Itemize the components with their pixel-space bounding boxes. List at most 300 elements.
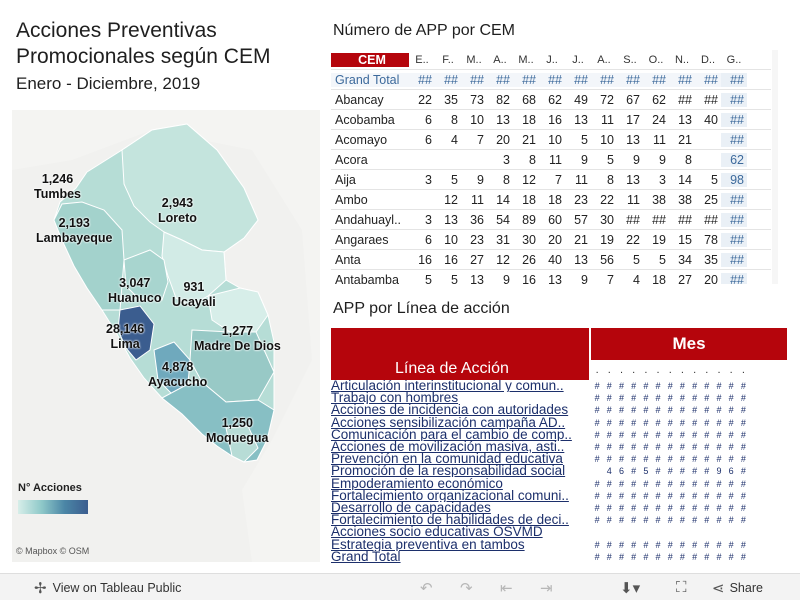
loa-cell[interactable] <box>591 466 603 476</box>
cem-cell[interactable]: 30 <box>600 212 614 227</box>
cem-cell[interactable]: 16 <box>548 112 562 127</box>
loa-cell[interactable]: # <box>606 478 612 489</box>
loa-cell[interactable]: # <box>716 417 722 428</box>
loa-cell[interactable]: # <box>679 502 685 513</box>
loa-cell[interactable]: # <box>667 417 673 428</box>
loa-cell[interactable]: # <box>606 539 612 550</box>
loa-column-header[interactable] <box>331 328 589 380</box>
loa-cell[interactable]: # <box>655 551 661 562</box>
loa-cell[interactable]: # <box>618 539 624 550</box>
loa-cell[interactable]: # <box>631 515 637 526</box>
month-subheader[interactable]: . <box>717 364 721 376</box>
loa-cell[interactable]: # <box>692 417 698 428</box>
cem-cell[interactable]: 23 <box>574 192 588 207</box>
cem-cell[interactable]: 10 <box>444 232 458 247</box>
loa-cell[interactable]: # <box>667 551 673 562</box>
cem-cell[interactable]: 24 <box>652 112 666 127</box>
loa-cell[interactable]: # <box>679 478 685 489</box>
loa-table-row[interactable] <box>331 478 787 490</box>
loa-cell[interactable]: # <box>728 393 734 404</box>
peru-map[interactable] <box>12 110 320 562</box>
cem-cell[interactable]: 8 <box>607 172 614 187</box>
loa-cell[interactable]: # <box>655 466 661 477</box>
cem-table-row[interactable] <box>331 90 771 110</box>
cem-cell[interactable]: 6 <box>425 232 432 247</box>
cem-cell[interactable]: 13 <box>574 112 588 127</box>
cem-cell[interactable]: 40 <box>704 112 718 127</box>
cem-cell[interactable]: 9 <box>659 152 666 167</box>
cem-cell[interactable]: 21 <box>678 132 692 147</box>
cem-cell[interactable]: 9 <box>581 152 588 167</box>
loa-cell[interactable]: # <box>692 381 698 392</box>
loa-cell[interactable]: # <box>618 442 624 453</box>
loa-cell[interactable]: # <box>594 417 600 428</box>
fullscreen-button[interactable] <box>676 574 687 600</box>
loa-cell[interactable]: 6 <box>728 466 734 477</box>
cem-total-cell[interactable]: ## <box>721 193 747 207</box>
loa-cell[interactable]: # <box>655 454 661 465</box>
loa-cell[interactable]: # <box>631 393 637 404</box>
cem-cell[interactable]: 4 <box>451 132 458 147</box>
download-button[interactable] <box>620 574 640 600</box>
cem-cell[interactable]: 49 <box>574 92 588 107</box>
loa-cell[interactable]: # <box>740 429 746 440</box>
loa-cell[interactable]: # <box>704 551 710 562</box>
cem-cell[interactable]: 18 <box>548 192 562 207</box>
loa-cell[interactable]: # <box>631 429 637 440</box>
cem-cell[interactable]: 9 <box>633 152 640 167</box>
cem-cell[interactable]: 9 <box>503 272 510 284</box>
cem-cell[interactable]: 5 <box>451 172 458 187</box>
month-subheader[interactable]: . <box>680 364 684 376</box>
loa-cell[interactable]: # <box>631 539 637 550</box>
cem-cell[interactable]: 12 <box>522 172 536 187</box>
cem-table[interactable] <box>331 50 771 284</box>
loa-cell[interactable]: # <box>618 502 624 513</box>
cem-cell[interactable]: 27 <box>678 272 692 284</box>
cem-cell[interactable]: 62 <box>548 92 562 107</box>
loa-cell[interactable]: # <box>594 393 600 404</box>
loa-cell[interactable]: # <box>740 515 746 526</box>
loa-table-row[interactable] <box>331 429 787 441</box>
cem-table-row[interactable] <box>331 250 771 270</box>
loa-cell[interactable]: # <box>740 393 746 404</box>
cem-cell[interactable]: 10 <box>548 132 562 147</box>
loa-cell[interactable]: # <box>618 454 624 465</box>
loa-cell[interactable]: # <box>716 454 722 465</box>
cem-cell[interactable]: 5 <box>607 152 614 167</box>
loa-table-row[interactable] <box>331 490 787 502</box>
cem-cell[interactable]: 5 <box>711 172 718 187</box>
loa-cell[interactable]: # <box>704 539 710 550</box>
loa-cell[interactable]: # <box>728 502 734 513</box>
cem-table-scrollbar[interactable] <box>772 50 778 284</box>
cem-cell[interactable]: 7 <box>555 172 562 187</box>
cem-cell[interactable]: 10 <box>470 112 484 127</box>
month-subheader[interactable]: . <box>632 364 636 376</box>
loa-cell[interactable]: # <box>704 429 710 440</box>
loa-cell[interactable]: # <box>643 515 649 526</box>
loa-cell[interactable]: # <box>606 502 612 513</box>
loa-cell[interactable]: # <box>728 454 734 465</box>
loa-cell[interactable]: 5 <box>643 466 649 477</box>
loa-cell[interactable]: # <box>618 551 624 562</box>
cem-cell[interactable]: ## <box>678 212 692 227</box>
cem-cell[interactable]: 34 <box>678 252 692 267</box>
cem-cell[interactable]: 30 <box>522 232 536 247</box>
loa-cell[interactable]: # <box>692 490 698 501</box>
redo-button[interactable] <box>460 574 473 600</box>
loa-cell[interactable]: # <box>667 515 673 526</box>
loa-cell[interactable]: # <box>655 490 661 501</box>
loa-cell[interactable]: # <box>667 478 673 489</box>
cem-cell[interactable]: 15 <box>678 232 692 247</box>
cem-month-header[interactable]: D.. <box>700 53 716 66</box>
loa-cell[interactable]: # <box>606 454 612 465</box>
loa-cell[interactable]: # <box>631 478 637 489</box>
cem-cell[interactable]: 13 <box>548 272 562 284</box>
cem-cell[interactable]: ## <box>652 212 666 227</box>
loa-cell[interactable]: # <box>704 502 710 513</box>
cem-cell[interactable]: 5 <box>451 272 458 284</box>
loa-cell[interactable]: # <box>631 502 637 513</box>
cem-cell[interactable]: 62 <box>652 92 666 107</box>
cem-cell[interactable]: 20 <box>548 232 562 247</box>
cem-cell[interactable]: 25 <box>704 192 718 207</box>
cem-total-cell[interactable]: ## <box>721 73 747 87</box>
loa-cell[interactable]: # <box>716 539 722 550</box>
loa-cell[interactable]: 4 <box>606 466 612 477</box>
loa-table-row[interactable] <box>331 514 787 526</box>
loa-cell[interactable]: # <box>606 442 612 453</box>
cem-cell[interactable]: 10 <box>600 132 614 147</box>
loa-cell[interactable]: # <box>618 490 624 501</box>
loa-cell[interactable]: # <box>618 429 624 440</box>
cem-cell[interactable]: 5 <box>581 132 588 147</box>
cem-cell[interactable]: 3 <box>425 212 432 227</box>
loa-cell[interactable]: # <box>655 539 661 550</box>
cem-cell[interactable]: 20 <box>704 272 718 284</box>
cem-table-row[interactable] <box>331 270 771 284</box>
loa-cell[interactable]: # <box>631 442 637 453</box>
loa-cell[interactable]: # <box>692 405 698 416</box>
loa-cell[interactable]: # <box>679 490 685 501</box>
loa-cell[interactable]: # <box>594 429 600 440</box>
loa-table-row[interactable] <box>331 526 787 538</box>
cem-cell[interactable]: 67 <box>626 92 640 107</box>
month-subheader[interactable]: . <box>741 364 745 376</box>
cem-month-header[interactable]: E.. <box>415 53 429 66</box>
loa-cell[interactable]: # <box>655 429 661 440</box>
loa-cell[interactable]: # <box>594 454 600 465</box>
loa-cell[interactable]: # <box>704 466 710 477</box>
share-button[interactable] <box>712 574 763 600</box>
cem-cell[interactable]: 19 <box>652 232 666 247</box>
cem-cell[interactable]: 73 <box>470 92 484 107</box>
cem-cell[interactable]: ## <box>435 73 461 87</box>
loa-cell[interactable]: # <box>667 405 673 416</box>
cem-cell[interactable]: 16 <box>418 252 432 267</box>
cem-table-row[interactable] <box>331 150 771 170</box>
loa-cell[interactable]: # <box>692 429 698 440</box>
loa-cell[interactable]: # <box>643 502 649 513</box>
mes-header[interactable]: Mes <box>591 328 787 360</box>
cem-table-row[interactable] <box>331 170 771 190</box>
loa-cell[interactable]: # <box>704 515 710 526</box>
cem-cell[interactable]: 6 <box>425 132 432 147</box>
cem-cell[interactable]: 8 <box>529 152 536 167</box>
cem-cell[interactable]: 5 <box>633 252 640 267</box>
loa-cell[interactable]: # <box>643 429 649 440</box>
cem-cell[interactable]: ## <box>409 73 435 87</box>
cem-cell[interactable]: 13 <box>626 172 640 187</box>
loa-cell[interactable]: # <box>679 454 685 465</box>
loa-cell[interactable]: # <box>667 454 673 465</box>
loa-cell[interactable]: # <box>740 442 746 453</box>
cem-cell[interactable]: 11 <box>627 192 640 207</box>
cem-cell[interactable]: 3 <box>503 152 510 167</box>
loa-cell[interactable]: # <box>704 417 710 428</box>
cem-cell[interactable]: 5 <box>659 252 666 267</box>
cem-total-cell[interactable]: ## <box>721 213 747 227</box>
cem-cell[interactable]: 22 <box>626 232 640 247</box>
cem-month-header[interactable]: J.. <box>546 53 558 66</box>
cem-cell[interactable]: 22 <box>418 92 432 107</box>
cem-cell[interactable]: ## <box>704 212 718 227</box>
loa-cell[interactable]: # <box>692 515 698 526</box>
loa-table-row[interactable] <box>331 551 787 563</box>
cem-cell[interactable]: 11 <box>575 172 588 187</box>
loa-cell[interactable]: # <box>679 381 685 392</box>
cem-cell[interactable]: 11 <box>471 192 484 207</box>
loa-cell[interactable]: # <box>692 442 698 453</box>
loa-cell[interactable]: # <box>740 417 746 428</box>
month-subheader[interactable]: . <box>729 364 733 376</box>
cem-month-header[interactable]: O.. <box>648 53 664 66</box>
cem-cell[interactable]: 17 <box>626 112 640 127</box>
cem-cell[interactable]: ## <box>704 92 718 107</box>
view-on-tableau-link[interactable] <box>34 574 181 600</box>
cem-table-row[interactable] <box>331 210 771 230</box>
loa-cell[interactable]: # <box>655 478 661 489</box>
loa-cell[interactable]: # <box>631 405 637 416</box>
loa-cell[interactable]: # <box>594 490 600 501</box>
loa-cell[interactable]: # <box>728 417 734 428</box>
month-subheader[interactable]: . <box>656 364 660 376</box>
cem-total-cell[interactable]: ## <box>721 113 747 127</box>
loa-cell[interactable]: # <box>631 490 637 501</box>
loa-cell[interactable]: # <box>740 539 746 550</box>
cem-cell[interactable]: 3 <box>659 172 666 187</box>
loa-cell[interactable]: # <box>655 502 661 513</box>
loa-cell[interactable]: # <box>643 417 649 428</box>
cem-cell[interactable]: 16 <box>522 272 536 284</box>
loa-cell[interactable]: # <box>594 405 600 416</box>
loa-cell[interactable]: # <box>618 478 624 489</box>
cem-cell[interactable]: 60 <box>548 212 562 227</box>
loa-cell[interactable]: # <box>594 478 600 489</box>
cem-cell[interactable]: 13 <box>574 252 588 267</box>
month-subheader[interactable]: . <box>619 364 623 376</box>
loa-cell[interactable]: # <box>728 551 734 562</box>
cem-cell[interactable]: 11 <box>601 112 614 127</box>
cem-cell[interactable]: 40 <box>548 252 562 267</box>
loa-cell[interactable]: # <box>716 442 722 453</box>
cem-total-header[interactable]: G.. <box>726 53 742 66</box>
cem-cell[interactable]: 9 <box>477 172 484 187</box>
cem-cell[interactable]: 56 <box>600 252 614 267</box>
loa-table-row[interactable] <box>331 417 787 429</box>
loa-cell[interactable]: # <box>618 515 624 526</box>
loa-cell[interactable]: # <box>667 429 673 440</box>
loa-cell[interactable]: # <box>594 442 600 453</box>
loa-cell[interactable]: # <box>667 466 673 477</box>
loa-cell[interactable]: # <box>667 381 673 392</box>
loa-cell[interactable]: # <box>740 551 746 562</box>
cem-table-row[interactable] <box>331 230 771 250</box>
loa-cell[interactable]: # <box>643 478 649 489</box>
cem-cell[interactable]: 13 <box>678 112 692 127</box>
loa-table-row[interactable] <box>331 441 787 453</box>
loa-cell[interactable]: # <box>667 502 673 513</box>
cem-cell[interactable]: 38 <box>652 192 666 207</box>
loa-cell[interactable]: # <box>655 405 661 416</box>
loa-cell[interactable]: # <box>606 429 612 440</box>
cem-cell[interactable]: 11 <box>653 132 666 147</box>
loa-cell[interactable]: # <box>692 454 698 465</box>
cem-month-header[interactable]: A.. <box>597 53 611 66</box>
month-subheader[interactable]: . <box>607 364 611 376</box>
cem-cell[interactable]: 8 <box>685 152 692 167</box>
loa-cell[interactable]: # <box>606 490 612 501</box>
loa-cell[interactable]: # <box>740 490 746 501</box>
cem-cell[interactable]: ## <box>461 73 487 87</box>
loa-cell[interactable]: # <box>704 454 710 465</box>
cem-cell[interactable]: 18 <box>522 192 536 207</box>
cem-total-cell[interactable]: 98 <box>721 173 747 187</box>
loa-cell[interactable]: # <box>643 454 649 465</box>
revert-button[interactable] <box>500 574 513 600</box>
cem-cell[interactable]: 7 <box>477 132 484 147</box>
loa-cell[interactable]: # <box>704 490 710 501</box>
cem-cell[interactable]: 38 <box>678 192 692 207</box>
cem-column-header[interactable]: CEM <box>331 53 409 67</box>
loa-cell[interactable]: # <box>692 478 698 489</box>
loa-cell[interactable]: # <box>704 393 710 404</box>
month-subheader[interactable]: . <box>644 364 648 376</box>
cem-cell[interactable]: 20 <box>496 132 510 147</box>
cem-cell[interactable]: 82 <box>496 92 510 107</box>
cem-cell[interactable]: 68 <box>522 92 536 107</box>
loa-cell[interactable]: # <box>631 417 637 428</box>
cem-cell[interactable]: 18 <box>652 272 666 284</box>
loa-cell[interactable]: # <box>679 417 685 428</box>
loa-table-body[interactable] <box>331 380 787 563</box>
loa-cell[interactable]: # <box>728 442 734 453</box>
loa-cell[interactable]: # <box>594 502 600 513</box>
loa-cell[interactable]: # <box>740 466 746 477</box>
loa-cell[interactable]: # <box>716 381 722 392</box>
cem-cell[interactable]: 8 <box>451 112 458 127</box>
cem-cell[interactable]: ## <box>565 73 591 87</box>
loa-cell[interactable]: # <box>692 539 698 550</box>
cem-cell[interactable]: ## <box>487 73 513 87</box>
cem-total-cell[interactable]: ## <box>721 253 747 267</box>
cem-cell[interactable]: 21 <box>574 232 588 247</box>
cem-cell[interactable]: 11 <box>549 152 562 167</box>
cem-cell[interactable]: 13 <box>626 132 640 147</box>
loa-cell[interactable]: # <box>728 478 734 489</box>
cem-cell[interactable]: 4 <box>633 272 640 284</box>
loa-cell[interactable]: # <box>704 405 710 416</box>
loa-cell[interactable]: # <box>667 442 673 453</box>
cem-cell[interactable]: 5 <box>425 272 432 284</box>
loa-cell[interactable]: # <box>728 429 734 440</box>
loa-cell[interactable]: # <box>740 478 746 489</box>
loa-cell[interactable]: # <box>679 515 685 526</box>
cem-cell[interactable]: 22 <box>600 192 614 207</box>
cem-cell[interactable]: 54 <box>496 212 510 227</box>
loa-cell[interactable]: # <box>716 393 722 404</box>
cem-total-cell[interactable]: ## <box>721 93 747 107</box>
month-subheader[interactable]: . <box>668 364 672 376</box>
cem-cell[interactable]: 3 <box>425 172 432 187</box>
cem-cell[interactable]: ## <box>513 73 539 87</box>
loa-cell[interactable]: # <box>643 393 649 404</box>
loa-cell[interactable]: # <box>655 515 661 526</box>
loa-cell[interactable]: # <box>740 405 746 416</box>
loa-cell[interactable]: # <box>716 405 722 416</box>
cem-cell[interactable]: 18 <box>522 112 536 127</box>
cem-cell[interactable]: 78 <box>704 232 718 247</box>
forward-button[interactable] <box>540 574 553 600</box>
loa-cell[interactable]: # <box>618 381 624 392</box>
cem-cell[interactable]: 72 <box>600 92 614 107</box>
loa-cell[interactable]: # <box>679 442 685 453</box>
cem-cell[interactable]: 21 <box>522 132 536 147</box>
cem-table-row[interactable] <box>331 110 771 130</box>
cem-cell[interactable]: ## <box>626 212 640 227</box>
cem-cell[interactable]: 35 <box>444 92 458 107</box>
loa-cell[interactable]: # <box>643 539 649 550</box>
cem-cell[interactable]: 14 <box>678 172 692 187</box>
loa-cell[interactable]: # <box>679 405 685 416</box>
cem-cell[interactable]: 35 <box>704 252 718 267</box>
cem-total-cell[interactable]: 62 <box>721 153 747 167</box>
cem-month-header[interactable]: S.. <box>623 53 637 66</box>
loa-cell[interactable]: # <box>606 405 612 416</box>
loa-cell[interactable]: # <box>594 381 600 392</box>
month-subheader[interactable]: . <box>595 364 599 376</box>
loa-cell[interactable]: # <box>631 381 637 392</box>
cem-cell[interactable]: 6 <box>425 112 432 127</box>
cem-cell[interactable]: 13 <box>444 212 458 227</box>
loa-cell[interactable]: # <box>728 381 734 392</box>
cem-cell[interactable]: 57 <box>574 212 588 227</box>
loa-table-row[interactable] <box>331 380 787 392</box>
loa-cell[interactable]: # <box>679 551 685 562</box>
loa-cell[interactable]: 6 <box>618 466 624 477</box>
loa-cell[interactable]: # <box>606 393 612 404</box>
cem-total-cell[interactable]: ## <box>721 133 747 147</box>
cem-month-header[interactable]: M.. <box>466 53 482 66</box>
loa-cell[interactable]: # <box>618 405 624 416</box>
cem-total-cell[interactable]: ## <box>721 273 747 285</box>
loa-cell[interactable]: # <box>618 417 624 428</box>
loa-cell[interactable]: # <box>716 502 722 513</box>
loa-cell[interactable]: # <box>679 539 685 550</box>
loa-cell[interactable]: # <box>728 515 734 526</box>
